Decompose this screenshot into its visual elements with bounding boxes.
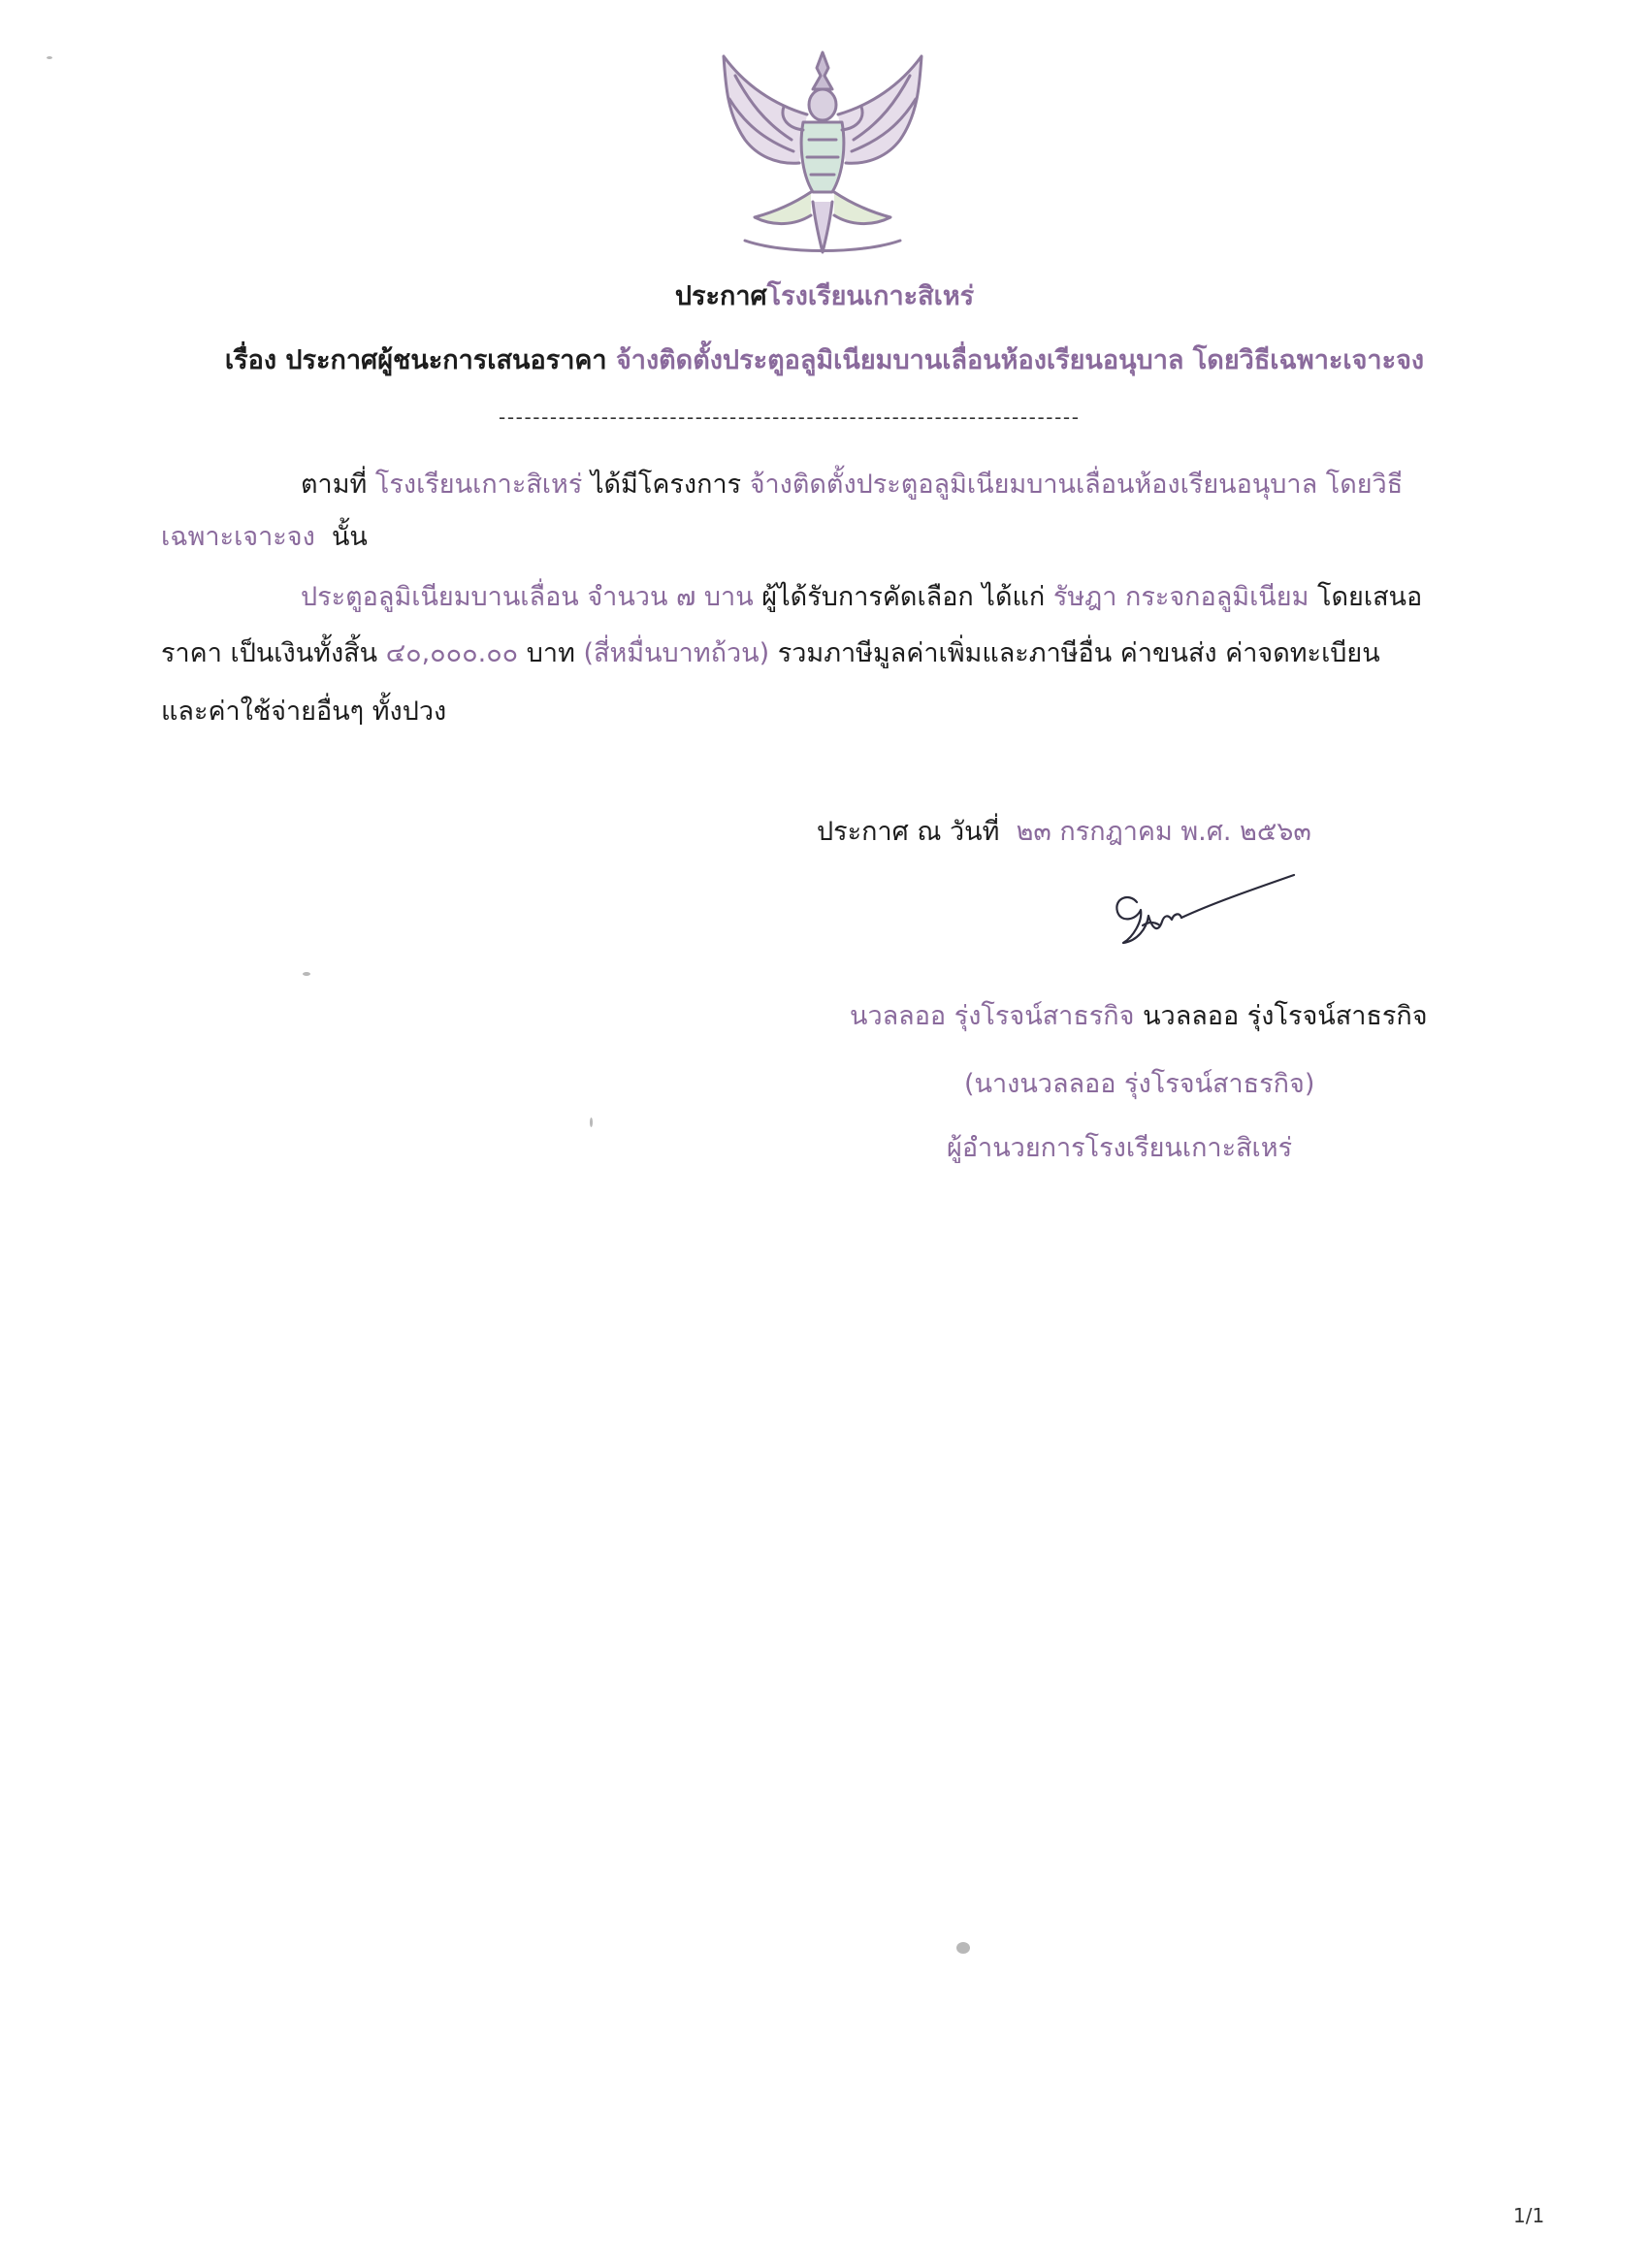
subject-project: จ้างติดตั้งประตูอลูมิเนียมบานเลื่อนห้องเรียนอนุบาล โดยวิธีเฉพาะเจาะจง [615,345,1425,375]
p1-project-cont: เฉพาะเจาะจง [161,522,315,552]
document-subject [0,341,1649,380]
signer-typed-name: นวลลออ รุ่งโรจน์สาธรกิจ [850,1001,1135,1031]
p1-end: นั้น [331,522,368,552]
signer-name: นวลลออ รุ่งโรจน์สาธรกิจ [1143,1001,1428,1031]
paragraph-1-line-2 [161,518,368,557]
p1-lead: ตามที่ [301,470,368,500]
p2-tax-note-2: และค่าใช้จ่ายอื่นๆ ทั้งปวง [161,697,447,727]
signer-line [850,997,1428,1036]
paragraph-1-line-1 [301,466,1403,504]
p2-currency: บาท [526,638,575,668]
signer-full-name: (นางนวลลออ รุ่งโรจน์สาธรกิจ) [964,1069,1315,1099]
p2-unit: บาน [703,582,754,612]
scan-speck [956,1942,970,1954]
p2-tax-note: รวมภาษีมูลค่าเพิ่มและภาษีอื่น ค่าขนส่ง ค่าจดทะเบียน [777,638,1380,668]
p2-winner: รัษฎา กระจกอลูมิเนียม [1052,582,1310,612]
title-divider: -------------------------------------------------------------------- [499,405,1081,429]
p2-qty-label: จำนวน [587,582,668,612]
title-school-name: โรงเรียนเกาะสิเหร่ [766,281,975,311]
announce-date: ๒๓ กรกฎาคม พ.ศ. ๒๕๖๓ [1016,817,1311,847]
p2-offer-label: โดยเสนอ [1316,582,1423,612]
p1-mid: ได้มีโครงการ [590,470,742,500]
handwritten-signature [1104,873,1298,980]
page-number: 1/1 [1513,2204,1545,2227]
p2-item: ประตูอลูมิเนียมบานเลื่อน [301,582,579,612]
p2-amount: ๔๐,๐๐๐.๐๐ [385,638,519,668]
p2-amount-words: (สี่หมื่นบาทถ้วน) [583,638,770,668]
scan-speck [590,1118,593,1127]
paragraph-2-line-3 [161,693,446,731]
p1-school: โรงเรียนเกาะสิเหร่ [374,470,583,500]
p2-winner-label: ผู้ได้รับการคัดเลือก ได้แก่ [761,582,1046,612]
document-title [0,277,1649,316]
scan-speck [47,56,52,59]
paragraph-2-line-1 [301,578,1422,617]
paragraph-2-line-2 [161,634,1380,673]
announce-label: ประกาศ ณ วันที่ [817,817,1000,847]
title-prefix: ประกาศ [674,281,767,311]
subject-prefix: เรื่อง ประกาศผู้ชนะการเสนอราคา [224,345,607,375]
signer-position: ผู้อำนวยการโรงเรียนเกาะสิเหร่ [947,1133,1293,1163]
p2-qty: ๗ [676,582,696,612]
announcement-date-line [817,813,1311,852]
p2-price-label: ราคา เป็นเงินทั้งสิ้น [161,638,378,668]
scan-speck [303,972,310,976]
p1-project: จ้างติดตั้งประตูอลูมิเนียมบานเลื่อนห้องเรียนอนุบาล โดยวิธี [749,470,1404,500]
garuda-emblem-icon [706,47,939,264]
